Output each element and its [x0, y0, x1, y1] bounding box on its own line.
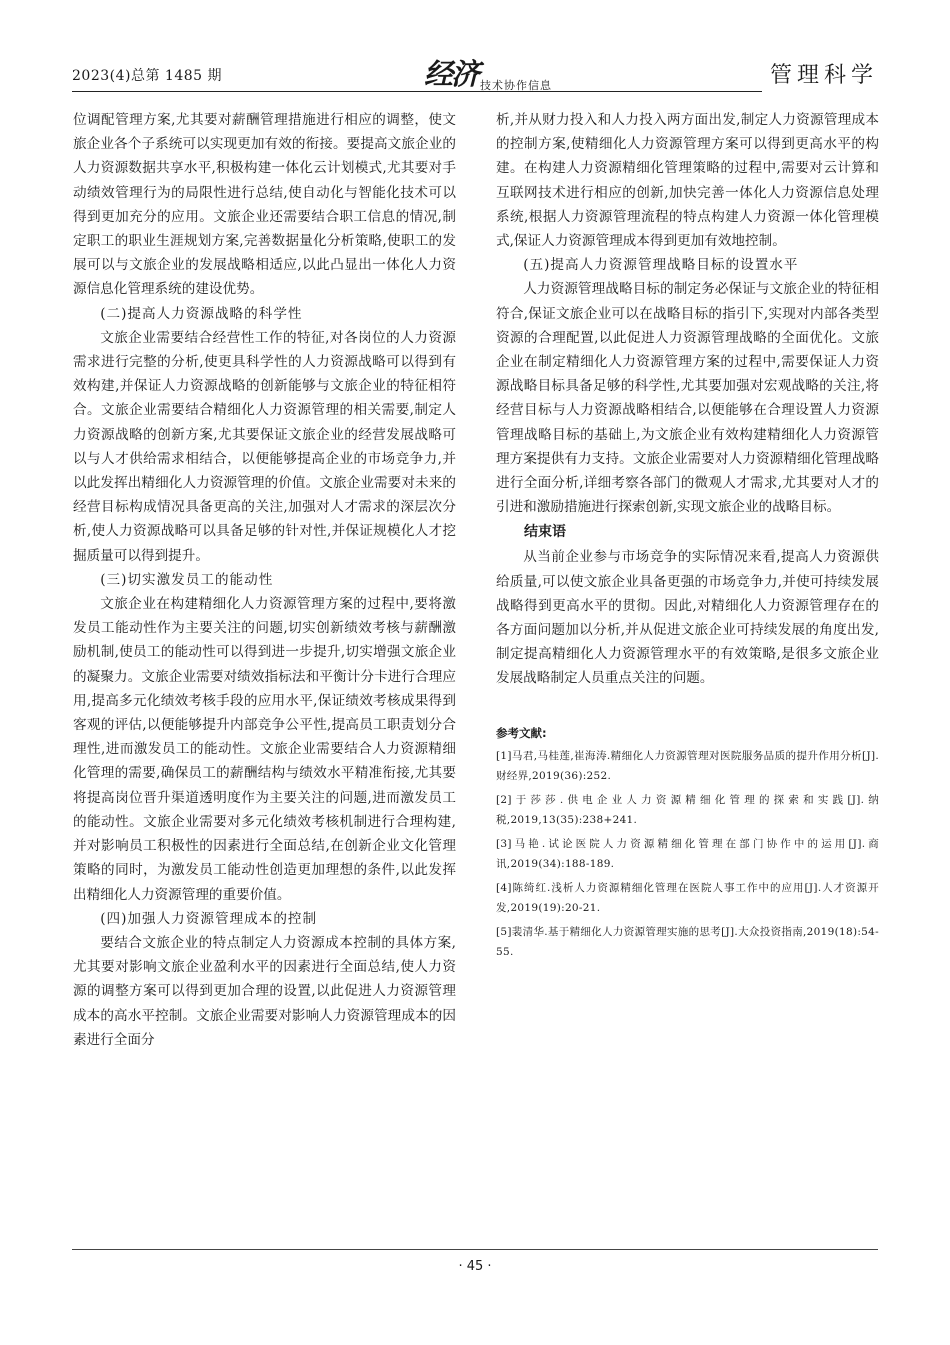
reference-item: [1]马君,马桂莲,崔海涛.精细化人力资源管理对医院服务品质的提升作用分析[J].财经界,2019(36):252.	[496, 749, 879, 783]
paragraph: 文旅企业需要结合经营性工作的特征,对各岗位的人力资源需求进行完整的分析,使更具科学性的人力资源战略可以得到有效构建,并保证人力资源战略的创新能够与文旅企业的特征相符合。文旅企业需要结合精细化人力资源管理的相关需要,制定人力资源战略的创新方案,尤其要保证文旅企业的经营发展战略可以与人才供给需求相结合，以便能够提高企业的市场竞争力,并以此发挥出精细化人力资源管理的价值。文旅企业需要对未来的经营目标构成情况具备更高的关注,加强对人才需求的深层次分析,使人力资源战略可以具备足够的针对性,并保证规模化人才挖掘质量可以得到提升。	[73, 329, 456, 564]
paragraph: 文旅企业在构建精细化人力资源管理方案的过程中,要将激发员工能动性作为主要关注的问题,切实创新绩效考核与薪酬激励机制,使员工的能动性可以得到进一步提升,切实增强文旅企业的凝聚力。文旅企业需要对绩效指标法和平衡计分卡进行合理应用,提高多元化绩效考核手段的应用水平,保证绩效考核成果得到客观的评估,以便能够提升内部竞争公平性,提高员工职责划分合理性,进而激发员工的能动性。文旅企业需要结合人力资源精细化管理的需要,确保员工的薪酬结构与绩效水平精准衔接,尤其要将提高岗位晋升渠道透明度作为主要关注的问题,进而激发员工的能动性。文旅企业需要对多元化绩效考核机制进行合理构建,并对影响员工积极性的因素进行全面总结,在创新企业文化管理策略的同时，为激发员工能动性创造更加理想的条件,以此发挥出精细化人力资源管理的重要价值。	[73, 596, 456, 903]
paragraph: 人力资源管理战略目标的制定务必保证与文旅企业的特征相符合,保证文旅企业可以在战略目标的指引下,实现对内部各类型资源的合理配置,以此促进人力资源管理战略的全面优化。文旅企业在制定精细化人力资源管理方案的过程中,需要保证人力资源战略目标具备足够的科学性,尤其要加强对宏观战略的关注,将经营目标与人力资源战略相结合,以便能够在合理设置人力资源管理战略目标的基础上,为文旅企业有效构建精细化人力资源管理方案提供有力支持。文旅企业需要对人力资源精细化管理战略进行全面分析,详细考察各部门的微观人才需求,尤其要对人才的引进和激励措施进行探索创新,实现文旅企业的战略目标。	[496, 281, 879, 516]
conclusion-heading: 结束语	[524, 524, 566, 541]
reference-item: [3]马艳.试论医院人力资源精细化管理在部门协作中的运用[J].商讯,2019(34):188-189.	[496, 837, 879, 871]
right-column	[496, 108, 879, 963]
paragraph: 析,并从财力投入和人力投入两方面出发,制定人力资源管理成本的控制方案,使精细化人力资源管理方案可以得到更高水平的构建。在构建人力资源精细化管理策略的过程中,需要对云计算和互联网技术进行相应的创新,加快完善一体化人力资源信息处理系统,根据人力资源管理流程的特点构建人力资源一体化管理模式,保证人力资源管理成本得到更加有效地控制。	[496, 112, 879, 250]
footer-rule	[72, 1249, 878, 1250]
section-heading: (二)提高人力资源战略的科学性	[100, 305, 303, 322]
left-column	[73, 108, 456, 1052]
section-heading: (四)加强人力资源管理成本的控制	[100, 910, 318, 927]
paragraph: 要结合文旅企业的特点制定人力资源成本控制的具体方案,尤其要对影响文旅企业盈利水平的因素进行全面总结,使人力资源的调整方案可以得到更加合理的设置,以此促进人力资源管理成本的高水平控制。文旅企业需要对影响人力资源管理成本的因素进行全面分	[73, 934, 456, 1048]
header-rule	[72, 91, 762, 92]
journal-logo	[424, 52, 553, 92]
reference-item: [4]陈绮红.浅析人力资源精细化管理在医院人事工作中的应用[J].人才资源开发,2019(19):20-21.	[496, 881, 879, 915]
logo-mark: 经济	[424, 57, 479, 91]
reference-item: [2]于莎莎.供电企业人力资源精细化管理的探索和实践[J].纳税,2019,13(35):238+241.	[496, 793, 879, 827]
page-header	[72, 58, 878, 92]
paragraph: 从当前企业参与市场竞争的实际情况来看,提高人力资源供给质量,可以使文旅企业具备更强的市场竞争力,并使可持续发展战略得到更高水平的贯彻。因此,对精细化人力资源管理存在的各方面问题加以分析,并从促进文旅企业可持续发展的角度出发,制定提高精细化人力资源管理水平的有效策略,是很多文旅企业发展战略制定人员重点关注的问题。	[496, 549, 879, 687]
reference-item: [5]裴清华.基于精细化人力资源管理实施的思考[J].大众投资指南,2019(18):54-55.	[496, 925, 879, 959]
section-heading: (五)提高人力资源管理战略目标的设置水平	[523, 257, 799, 274]
paragraph: 位调配管理方案,尤其要对薪酬管理措施进行相应的调整，使文旅企业各个子系统可以实现更加有效的衔接。要提高文旅企业的人力资源数据共享水平,积极构建一体化云计划模式,尤其要对手动绩效管理行为的局限性进行总结,使自动化与智能化技术可以得到更加充分的应用。文旅企业还需要结合职工信息的情况,制定职工的职业生涯规划方案,完善数据量化分析策略,使职工的发展可以与文旅企业的发展战略相适应,以此凸显出一体化人力资源信息化管理系统的建设优势。	[73, 112, 456, 298]
section-heading: (三)切实激发员工的能动性	[100, 571, 274, 588]
references-title: 参考文献:	[496, 725, 547, 740]
section-name: 管理科学	[769, 63, 878, 88]
page-number: · 45 ·	[458, 1259, 492, 1274]
logo-subtitle: 技术协作信息	[480, 79, 553, 92]
issue-info: 2023(4)总第 1485 期	[72, 68, 222, 84]
